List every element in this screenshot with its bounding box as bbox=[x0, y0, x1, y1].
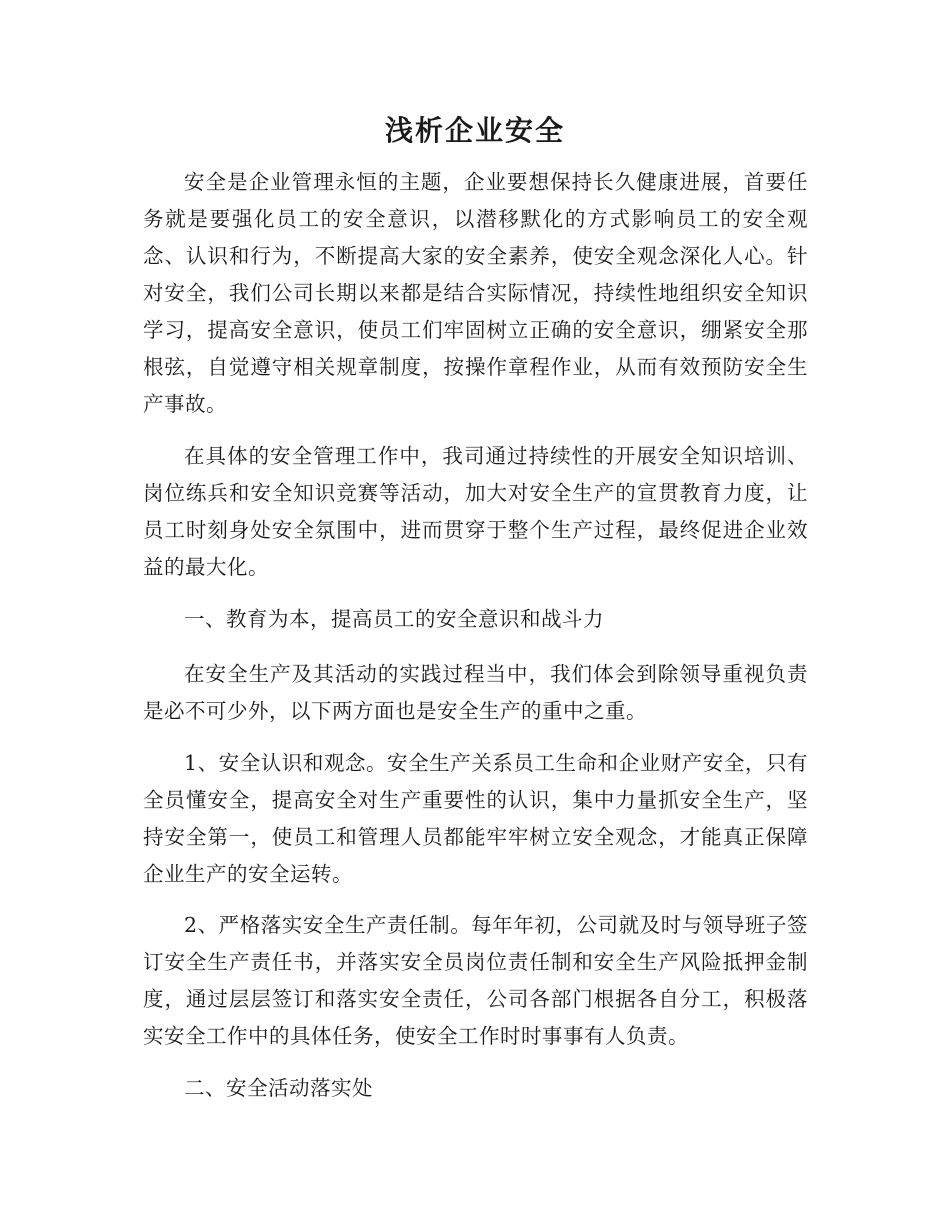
paragraph-item-2: 2、严格落实安全生产责任制。每年年初，公司就及时与领导班子签订安全生产责任书，并落实安全员岗位责任制和安全生产风险抵押金制度，通过层层签订和落实安全责任，公司各部门根据各自分工，积极落实安全工作中的具体任务，使安全工作时时事事有人负责。 bbox=[143, 913, 808, 1048]
paragraph-practice: 在安全生产及其活动的实践过程当中，我们体会到除领导重视负责是必不可少外，以下两方面也是安全生产的重中之重。 bbox=[143, 662, 808, 723]
paragraph-intro: 安全是企业管理永恒的主题，企业要想保持长久健康进展，首要任务就是要强化员工的安全意识，以潜移默化的方式影响员工的安全观念、认识和行为，不断提高大家的安全素养，使安全观念深化人心。针对安全，我们公司长期以来都是结合实际情况，持续性地组织安全知识学习，提高安全意识，使员工们牢固树立正确的安全意识，绷紧安全那根弦，自觉遵守相关规章制度，按操作章程作业，从而有效预防安全生产事故。 bbox=[143, 170, 808, 416]
paragraph-item-1: 1、安全认识和观念。安全生产关系员工生命和企业财产安全，只有全员懂安全，提高安全对生产重要性的认识，集中力量抓安全生产，坚持安全第一，使员工和管理人员都能牢牢树立安全观念，才能真正保障企业生产的安全运转。 bbox=[143, 751, 808, 886]
paragraph-management: 在具体的安全管理工作中，我司通过持续性的开展安全知识培训、岗位练兵和安全知识竞赛等活动，加大对安全生产的宣贯教育力度，让员工时刻身处安全氛围中，进而贯穿于整个生产过程，最终促进企业效益的最大化。 bbox=[143, 444, 808, 579]
section-heading-2: 二、安全活动落实处 bbox=[184, 1076, 373, 1100]
document-title: 浅析企业安全 bbox=[384, 114, 565, 147]
section-heading-1: 一、教育为本，提高员工的安全意识和战斗力 bbox=[184, 607, 604, 631]
